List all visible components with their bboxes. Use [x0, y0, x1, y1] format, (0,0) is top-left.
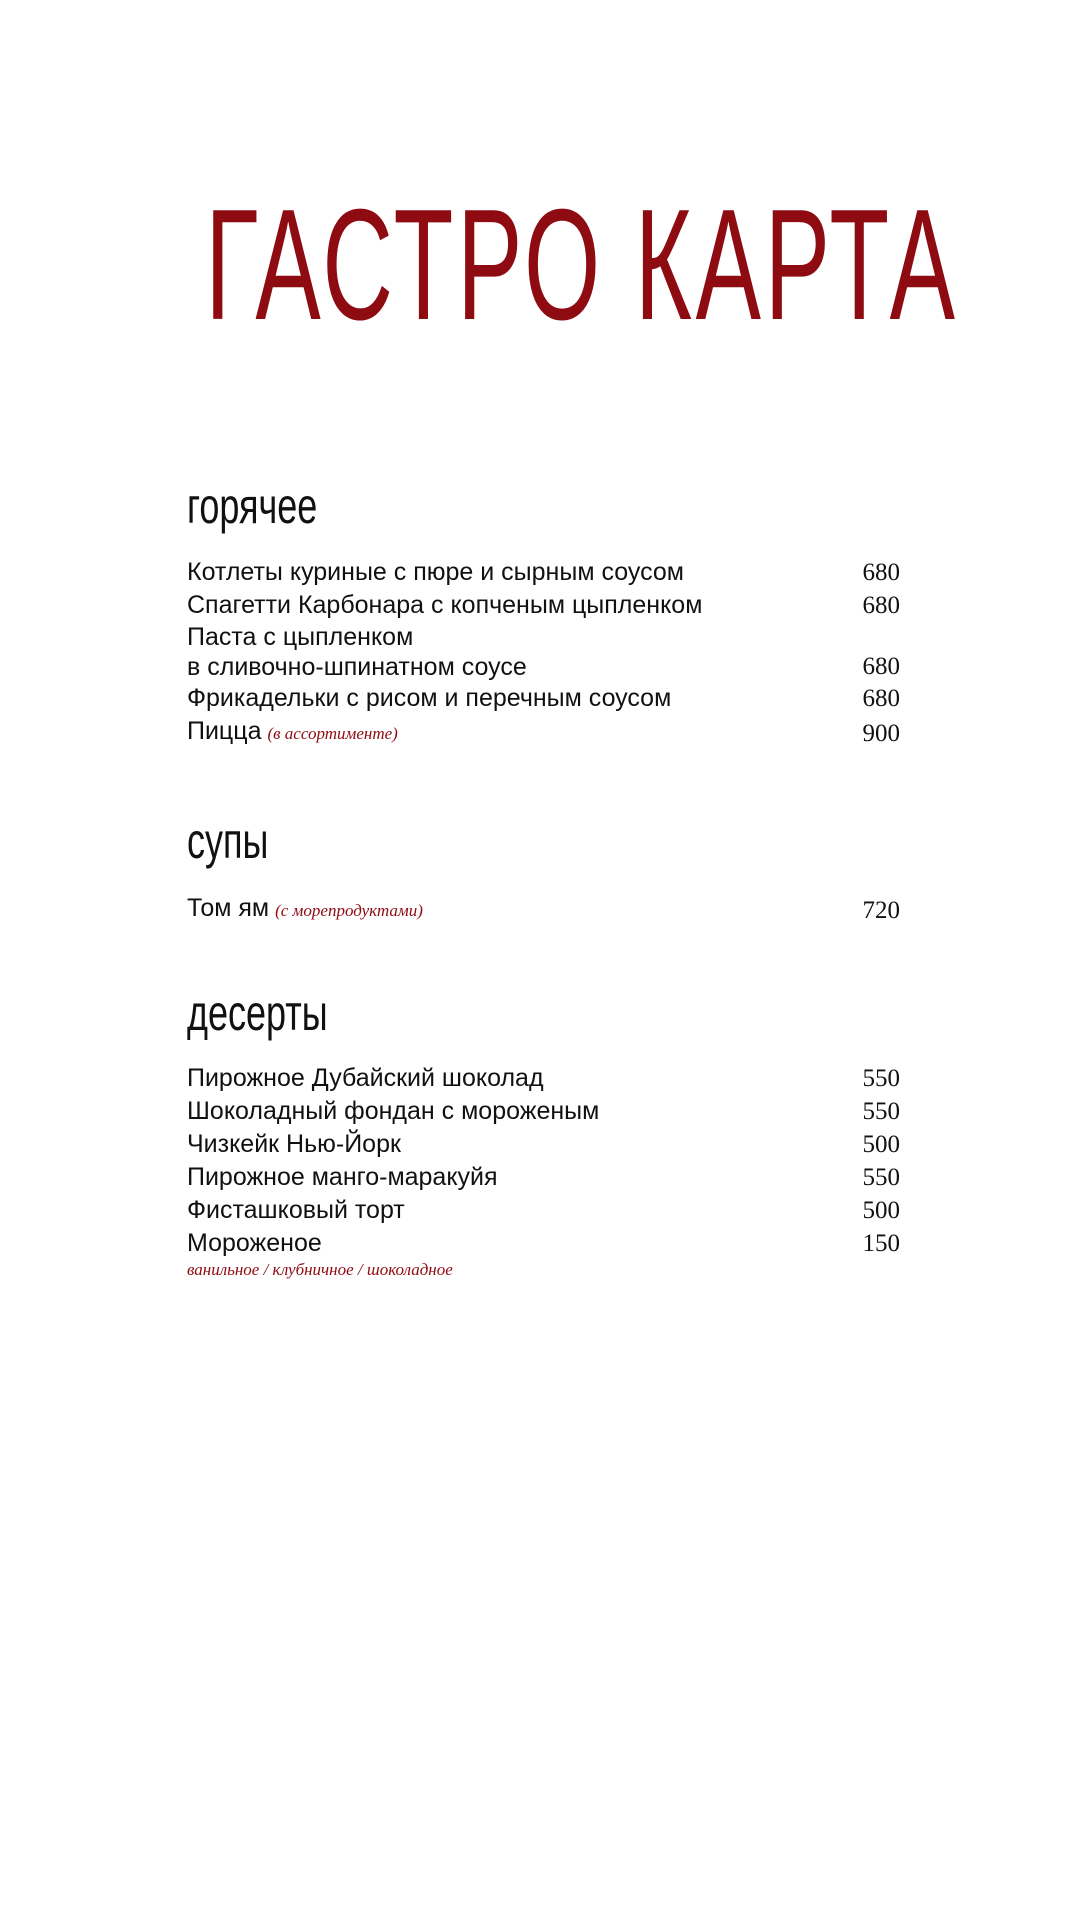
item-name	[187, 1227, 840, 1280]
item-name: Чизкейк Нью-Йорк	[187, 1130, 401, 1158]
item-price: 550	[862, 1098, 900, 1125]
menu-item	[187, 682, 900, 715]
menu-item	[187, 1161, 900, 1194]
menu-item	[187, 1194, 900, 1227]
item-price: 900	[862, 720, 900, 747]
item-name	[187, 715, 840, 750]
menu-item	[187, 1095, 900, 1128]
item-name: Пирожное манго-маракуйя	[187, 1163, 498, 1191]
item-price: 500	[862, 1131, 900, 1158]
item-name: Котлеты куриные с пюре и сырным соусом	[187, 558, 684, 586]
menu-item	[187, 1128, 900, 1161]
menu-item	[187, 1227, 900, 1280]
item-name-line: Паста с цыпленком	[187, 623, 414, 651]
item-name	[187, 622, 840, 682]
item-price: 680	[862, 653, 900, 680]
menu-item	[187, 715, 900, 750]
menu-item	[187, 1062, 900, 1095]
section-heading-soups: супы	[187, 813, 269, 869]
item-name: Фрикадельки с рисом и перечным соусом	[187, 684, 672, 712]
section-soups-items	[187, 892, 900, 927]
section-desserts-items	[187, 1062, 900, 1280]
item-name-text: Пицца	[187, 717, 262, 745]
item-name: Спагетти Карбонара с копченым цыпленком	[187, 591, 703, 619]
item-price: 680	[862, 559, 900, 586]
item-price: 550	[862, 1164, 900, 1191]
section-heading-hot: горячее	[187, 478, 318, 534]
item-price: 680	[862, 592, 900, 619]
menu-item	[187, 622, 900, 682]
item-name-text: Мороженое	[187, 1229, 322, 1257]
item-price: 150	[862, 1230, 900, 1257]
item-name: Шоколадный фондан с мороженым	[187, 1097, 600, 1125]
menu-item	[187, 589, 900, 622]
item-name-line: в сливочно-шпинатном соусе	[187, 653, 527, 681]
item-price: 680	[862, 685, 900, 712]
item-price: 550	[862, 1065, 900, 1092]
item-price: 720	[862, 897, 900, 924]
item-note: (в ассортименте)	[267, 724, 398, 743]
item-name	[187, 892, 840, 927]
menu-item	[187, 892, 900, 927]
item-note: (с морепродуктами)	[275, 901, 423, 920]
section-heading-desserts: десерты	[187, 985, 328, 1041]
menu-title: ГАСТРО КАРТА	[205, 177, 959, 353]
item-name: Фисташковый торт	[187, 1196, 405, 1224]
section-hot-items	[187, 556, 900, 750]
menu-item	[187, 556, 900, 589]
item-price: 500	[862, 1197, 900, 1224]
item-sub-note: ванильное / клубничное / шоколадное	[187, 1260, 453, 1279]
item-name: Пирожное Дубайский шоколад	[187, 1064, 544, 1092]
item-name-text: Том ям	[187, 894, 270, 922]
